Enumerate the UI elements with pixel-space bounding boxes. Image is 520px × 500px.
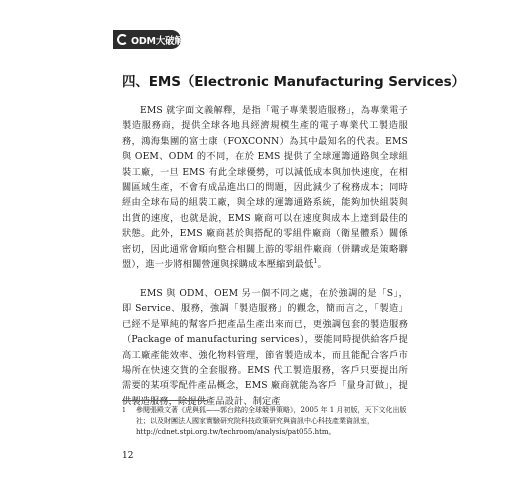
body-paragraph-1 <box>122 103 408 272</box>
footnote-reference[interactable]: 1 <box>313 258 318 265</box>
c-logo-icon <box>117 34 128 45</box>
page-number: 12 <box>122 451 134 461</box>
footnote-divider <box>122 400 208 401</box>
paragraph-end-mark: 。 <box>317 259 327 271</box>
footnote <box>122 405 408 438</box>
paragraph-text: EMS 與 ODM、OEM 另一個不同之處，在於強調的是「S」，即 Service、服務，強調「製造服務」的觀念，簡而言之，「製造」已經不是單純的幫客戶把產品生產出來而已，更強調包套的製造服務（Package of manufacturing services），要能同時提供給客戶提高工廠產能效率、強化物料管理，節省製造成本，而且能配合客戶市場所在快速交貨的全套服務。EMS 代工製造服務，客戶只要提出所需要的某項零配件產品概念，EMS 廠商就能為客戶「量身訂做」，提供製造服務，除提供產品設計、制定產 <box>122 288 408 407</box>
footnote-text: 參閱張殿文著《虎與狐——郭台銘的全球競爭策略》，2005 年 1 月初版，天下文化出版社；以及財團法人國家實驗研究院科技政策研究與資訊中心科技產業資訊室，http://cdnet.stpi.org.tw/techroom/analysis/pat055.htm。 <box>136 406 407 436</box>
body-paragraph-2 <box>122 286 408 409</box>
paragraph-text: EMS 就字面文義解釋，是指「電子專業製造服務」，為專業電子製造服務商，提供全球各地具經濟規模生產的電子專業代工製造服務，鴻海集團的富士康（FOXCONN）為其中最知名的代表。EMS 與 OEM、ODM 的不同，在於 EMS 提供了全球運籌通路與全球組裝工廠，一旦 EMS 有此全球優勢，可以減低成本與加快速度，在相關區域生產，不會有成品進出口的問題，因此減少了稅務成本；同時經由全球布局的組裝工廠，與全球的運籌通路系統，能夠加快組裝與出貨的速度，也就是說，EMS 廠商可以在速度與成本上達到最佳的狀態。此外，EMS 廠商甚於與搭配的零組件廠商（衛星體系）關係密切，因此通常會順向整合相關上游的零組件廠商（併購或是策略聯盟），進一步將相關營運與採購成本壓縮到最低 <box>122 105 408 271</box>
chapter-header-label: ODM大破解 <box>131 35 184 47</box>
section-title: 四、EMS（Electronic Manufacturing Services） <box>122 74 465 90</box>
chapter-header-tab <box>113 30 184 49</box>
footnote-number: 1 <box>122 407 126 414</box>
